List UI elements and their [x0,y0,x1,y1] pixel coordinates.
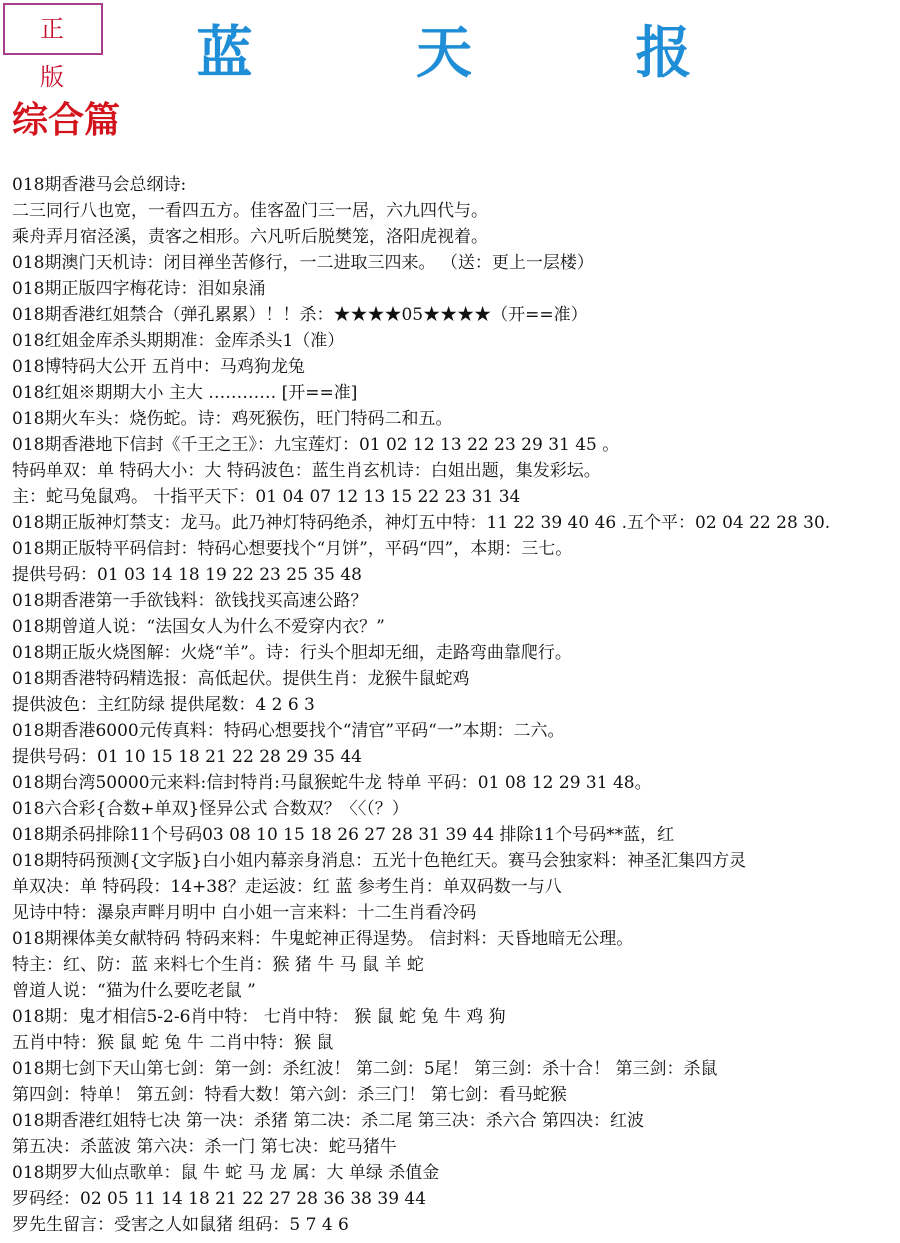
text-line: 单双决：单 特码段：14+38？走运波：红 蓝 参考生肖：单双码数一与八 [12,877,562,897]
text-line: 提供波色：主红防绿 提供尾数：4 2 6 3 [12,695,315,715]
text-line: 018期正版特平码信封：特码心想要找个“月饼”，平码“四”，本期：三七。 [12,539,573,559]
text-line: 第五决：杀蓝波 第六决：杀一门 第七决：蛇马猪牛 [12,1137,397,1157]
text-line: 018期香港特码精选报：高低起伏。提供生肖：龙猴牛鼠蛇鸡 [12,669,470,689]
text-line: 018期香港马会总纲诗: [12,175,187,195]
text-line: 018期七剑下天山第七剑：第一剑：杀红波！ 第二剑：5尾！ 第三剑：杀十合！ 第三剑：杀鼠 [12,1059,718,1079]
text-line: 018红姐金库杀头期期准：金库杀头1（准） [12,331,345,351]
text-line: 018期正版神灯禁支：龙马。此乃神灯特码绝杀，神灯五中特：11 22 39 40 46 .五个平：02 04 22 28 30. [12,513,831,533]
text-line: 018红姐※期期大小 主大 ………… [开==准] [12,383,358,403]
text-line: 曾道人说：“猫为什么要吃老鼠 ” [12,981,256,1001]
text-line: 018期：鬼才相信5-2-6肖中特： 七肖中特： 猴 鼠 蛇 兔 牛 鸡 狗 [12,1007,506,1027]
text-line: 特码单双：单 特码大小：大 特码波色：蓝生肖玄机诗：白姐出题，集发彩坛。 [12,461,601,481]
text-line: 018期正版火烧图解：火烧“羊”。诗：行头个胆却无细，走路弯曲靠爬行。 [12,643,572,663]
text-line: 提供号码：01 03 14 18 19 22 23 25 35 48 [12,565,362,585]
text-line: 018期香港红姐禁合（弹孔累累）！！杀：★★★★05★★★★（开==准） [12,305,588,325]
text-line: 第四剑：特单！ 第五剑：特看大数！第六剑：杀三门！ 第七剑：看马蛇猴 [12,1085,567,1105]
text-line: 018期罗大仙点歌单：鼠 牛 蛇 马 龙 属：大 单绿 杀值金 [12,1163,440,1183]
text-line: 乘舟弄月宿泾溪，责客之相形。六凡听后脱樊笼，洛阳虎视着。 [12,227,488,247]
section-heading: 综合篇 [12,99,121,141]
text-line: 018期澳门天机诗：闭目禅坐苦修行，一二进取三四来。 （送：更上一层楼） [12,253,594,273]
text-line: 018期杀码排除11个号码03 08 10 15 18 26 27 28 31 39 44 排除11个号码**蓝，红 [12,825,675,845]
text-line: 018期香港红姐特七决 第一决：杀猪 第二决：杀二尾 第三决：杀六合 第四决：红波 [12,1111,645,1131]
text-line: 018期香港6000元传真料：特码心想要找个“清官”平码“一”本期：二六。 [12,721,565,741]
text-line: 018期特码预测{文字版}白小姐内幕亲身消息：五光十色艳红天。赛马会独家料：神圣汇集四方灵 [12,851,747,871]
text-line: 018六合彩{合数+单双}怪异公式 合数双？〈〈（？） [12,799,409,819]
text-line: 018期曾道人说：“法国女人为什么不爱穿内衣？” [12,617,385,637]
text-line: 见诗中特：瀑泉声畔月明中 白小姐一言来料：十二生肖看冷码 [12,903,477,923]
text-line: 罗码经：02 05 11 14 18 21 22 27 28 36 38 39 44 [12,1189,427,1209]
text-line: 二三同行八也宽，一看四五方。佳客盈门三一居，六九四代与。 [12,201,488,221]
text-line: 018期正版四字梅花诗：泪如泉涌 [12,279,266,299]
text-line: 018期台湾50000元来料:信封特肖:马鼠猴蛇牛龙 特单 平码：01 08 12 29 31 48。 [12,773,652,793]
text-line: 018博特码大公开 五肖中：马鸡狗龙兔 [12,357,305,377]
text-line: 018期香港第一手欲钱料：欲钱找买高速公路？ [12,591,368,611]
content-lines [12,172,900,1238]
text-line: 五肖中特：猴 鼠 蛇 兔 牛 二肖中特：猴 鼠 [12,1033,334,1053]
newspaper-title: 蓝 天 报 [196,20,764,86]
text-line: 018期火车头：烧伤蛇。诗：鸡死猴伤，旺门特码二和五。 [12,409,453,429]
text-line: 罗先生留言：受害之人如鼠猪 组码：5 7 4 6 [12,1215,349,1235]
text-line: 特主：红、防：蓝 来料七个生肖：猴 猪 牛 马 鼠 羊 蛇 [12,955,424,975]
text-line: 主：蛇马兔鼠鸡。 十指平天下：01 04 07 12 13 15 22 23 31 34 [12,487,521,507]
text-line: 018期香港地下信封《千王之王》：九宝莲灯：01 02 12 13 22 23 29 31 45 。 [12,435,620,455]
edition-badge: 正 版 [3,3,103,55]
text-line: 018期裸体美女献特码 特码来料：牛鬼蛇神正得逞势。 信封料：天昏地暗无公理。 [12,929,634,949]
text-line: 提供号码：01 10 15 18 21 22 28 29 35 44 [12,747,362,767]
